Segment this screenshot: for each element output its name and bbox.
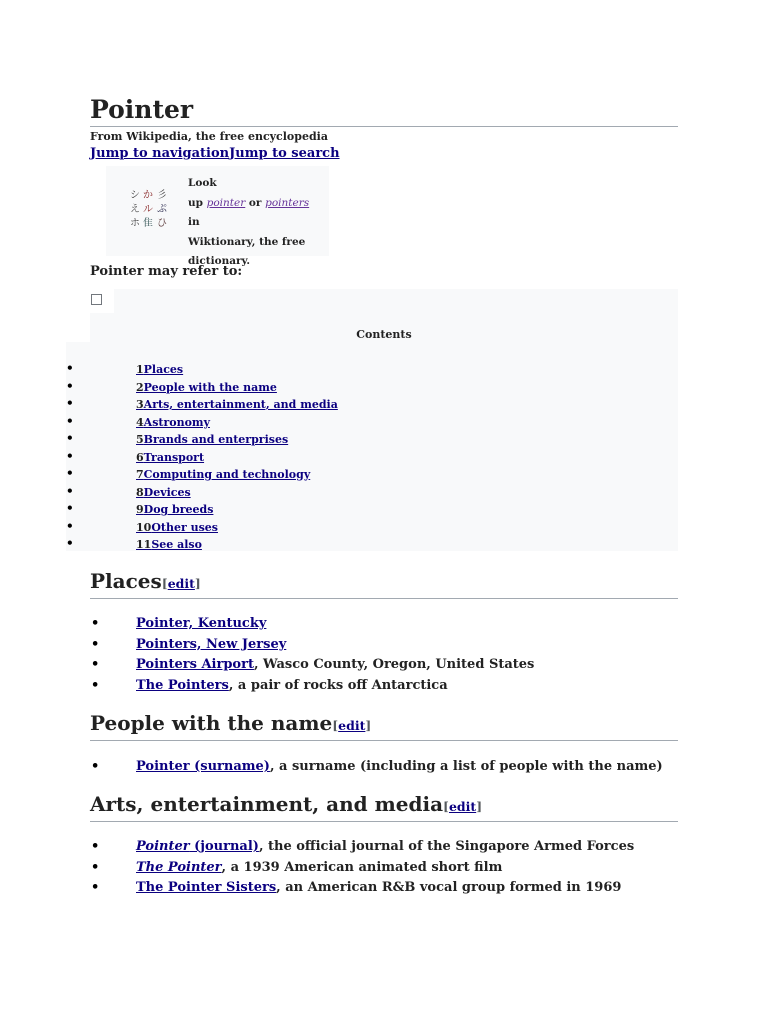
- toc-link[interactable]: [136, 396, 338, 414]
- item-content: [136, 878, 621, 899]
- section-heading-people: [90, 709, 678, 741]
- item-content: [136, 837, 634, 858]
- toc-label: See also: [151, 538, 202, 551]
- wiktionary-in: in: [188, 216, 200, 228]
- wiktionary-or: or: [245, 196, 266, 209]
- toc-label: Places: [143, 363, 184, 376]
- jump-to-navigation-link[interactable]: Jump to navigation: [90, 146, 230, 161]
- item-link[interactable]: [136, 880, 276, 895]
- wiktionary-pointers-link[interactable]: pointers: [265, 196, 310, 209]
- jump-to-search-link[interactable]: Jump to search: [229, 146, 340, 161]
- bullet: •: [66, 483, 74, 498]
- bullet: •: [66, 361, 74, 375]
- wiktionary-line2: [188, 194, 324, 233]
- jump-links: [90, 146, 340, 161]
- toc-label: Computing and technology: [143, 468, 311, 481]
- svg-text:シ: シ: [130, 190, 140, 201]
- bullet: •: [66, 518, 74, 533]
- item-link-text: Pointers Airport: [136, 657, 254, 673]
- bullet: •: [91, 839, 100, 854]
- bullet: •: [91, 859, 100, 875]
- toc-label: Other uses: [151, 520, 218, 534]
- wiktionary-up: up: [188, 196, 207, 209]
- toc-label: Transport: [143, 450, 205, 464]
- toc-link[interactable]: [136, 449, 204, 467]
- toc-link[interactable]: [136, 379, 277, 397]
- toc-number: 3: [136, 398, 144, 411]
- item-link-italic: Pointer: [136, 839, 190, 854]
- wiktionary-box: [106, 166, 329, 267]
- item-content: [136, 635, 286, 656]
- section-title: Arts, entertainment, and media: [90, 792, 444, 816]
- item-link[interactable]: [136, 678, 229, 693]
- item-description: , Wasco County, Oregon, United States: [253, 657, 535, 673]
- toc-link[interactable]: [136, 466, 310, 484]
- item-link[interactable]: [136, 616, 266, 631]
- page-title: Pointer: [90, 94, 678, 127]
- bullet: •: [91, 678, 100, 694]
- toc-number: 7: [136, 468, 144, 481]
- toc-label: Arts, entertainment, and media: [143, 398, 338, 411]
- toc-number: 10: [136, 520, 152, 534]
- item-content: [136, 757, 663, 778]
- item-link-italic: The Pointer: [136, 859, 222, 875]
- toc-link[interactable]: [136, 361, 183, 379]
- svg-text:え: え: [130, 204, 140, 215]
- item-link[interactable]: [136, 759, 270, 774]
- item-description: , a surname (including a list of people with the name): [269, 759, 663, 774]
- svg-text:ひ: ひ: [157, 218, 167, 229]
- toc-number: 11: [136, 538, 152, 551]
- toc-number: 5: [136, 433, 144, 446]
- toc-link[interactable]: [136, 519, 218, 537]
- toc-toggle-checkbox[interactable]: [91, 294, 102, 305]
- intro-text: Pointer may refer to:: [90, 264, 243, 279]
- bullet: •: [66, 396, 74, 410]
- svg-text:彡: 彡: [157, 190, 167, 201]
- svg-text:か: か: [143, 190, 153, 201]
- tagline: From Wikipedia, the free encyclopedia: [90, 130, 328, 143]
- item-link-text: The Pointer Sisters: [136, 880, 277, 896]
- toc-number: 9: [136, 503, 144, 516]
- bullet: •: [91, 880, 100, 896]
- edit-section: [edit]: [443, 799, 483, 814]
- toc-link[interactable]: [136, 484, 191, 502]
- toc-link[interactable]: [136, 431, 288, 449]
- edit-section: [edit]: [161, 576, 201, 591]
- section-title: People with the name: [90, 711, 333, 735]
- item-link-text: The Pointers: [136, 678, 229, 694]
- item-content: [136, 858, 502, 879]
- item-content: [136, 676, 448, 697]
- toc-label: Dog breeds: [143, 503, 214, 516]
- svg-text:ぷ: ぷ: [157, 204, 167, 215]
- section-title: Places: [90, 569, 162, 593]
- bullet: •: [91, 657, 100, 673]
- item-link-text: Pointer, Kentucky: [136, 616, 267, 631]
- bullet: •: [66, 466, 74, 480]
- toc-link[interactable]: [136, 536, 202, 554]
- bullet: •: [66, 413, 74, 428]
- bullet: •: [66, 431, 74, 445]
- section-heading-arts: [90, 790, 678, 822]
- item-content: [136, 614, 266, 635]
- item-description: , a 1939 American animated short film: [221, 859, 503, 875]
- bullet: •: [91, 616, 100, 631]
- svg-text:隹: 隹: [143, 218, 153, 229]
- bullet: •: [91, 636, 100, 652]
- item-description: , the official journal of the Singapore Armed Forces: [258, 839, 635, 854]
- item-description: , an American R&B vocal group formed in 1969: [276, 880, 622, 896]
- edit-link[interactable]: edit: [167, 576, 195, 591]
- item-link-text: Pointer (surname): [136, 759, 270, 774]
- wiktionary-rest: Wiktionary, the free dictionary.: [188, 235, 306, 267]
- wiktionary-logo-icon: [128, 186, 172, 230]
- svg-text:ル: ル: [143, 204, 153, 215]
- toc-number: 4: [136, 415, 144, 429]
- bullet: •: [66, 501, 74, 515]
- toc-link[interactable]: [136, 414, 210, 432]
- bullet: •: [66, 448, 74, 463]
- bullet: •: [66, 536, 74, 550]
- toc-number: 2: [136, 380, 144, 394]
- toc-toggle[interactable]: [90, 289, 114, 313]
- item-content: [136, 655, 534, 676]
- bullet: •: [66, 378, 74, 393]
- wiktionary-text: [188, 174, 324, 272]
- item-link[interactable]: [136, 839, 259, 854]
- edit-link[interactable]: edit: [448, 799, 477, 814]
- item-link[interactable]: [136, 637, 286, 652]
- toc-link[interactable]: [136, 501, 213, 519]
- svg-text:ホ: ホ: [130, 218, 140, 229]
- toc-number: 1: [136, 363, 144, 376]
- edit-link[interactable]: edit: [338, 718, 366, 733]
- section-heading-places: [90, 567, 678, 599]
- toc-title: Contents: [356, 328, 412, 341]
- edit-section: [edit]: [332, 718, 372, 733]
- item-link[interactable]: [136, 860, 222, 875]
- toc-label: Brands and enterprises: [143, 433, 289, 446]
- bullet: •: [91, 759, 100, 774]
- toc-background-top: [114, 289, 678, 313]
- toc-number: 8: [136, 485, 144, 499]
- toc-label: People with the name: [143, 380, 277, 394]
- item-link[interactable]: [136, 657, 254, 672]
- item-link-text: (journal): [189, 839, 259, 854]
- item-description: , a pair of rocks off Antarctica: [228, 678, 448, 694]
- toc-label: Devices: [143, 485, 191, 499]
- wiktionary-pointer-link[interactable]: pointer: [206, 196, 246, 209]
- toc-label: Astronomy: [143, 415, 210, 429]
- toc-number: 6: [136, 450, 144, 464]
- wiktionary-look: Look: [188, 177, 217, 189]
- item-link-text: Pointers, New Jersey: [136, 636, 287, 652]
